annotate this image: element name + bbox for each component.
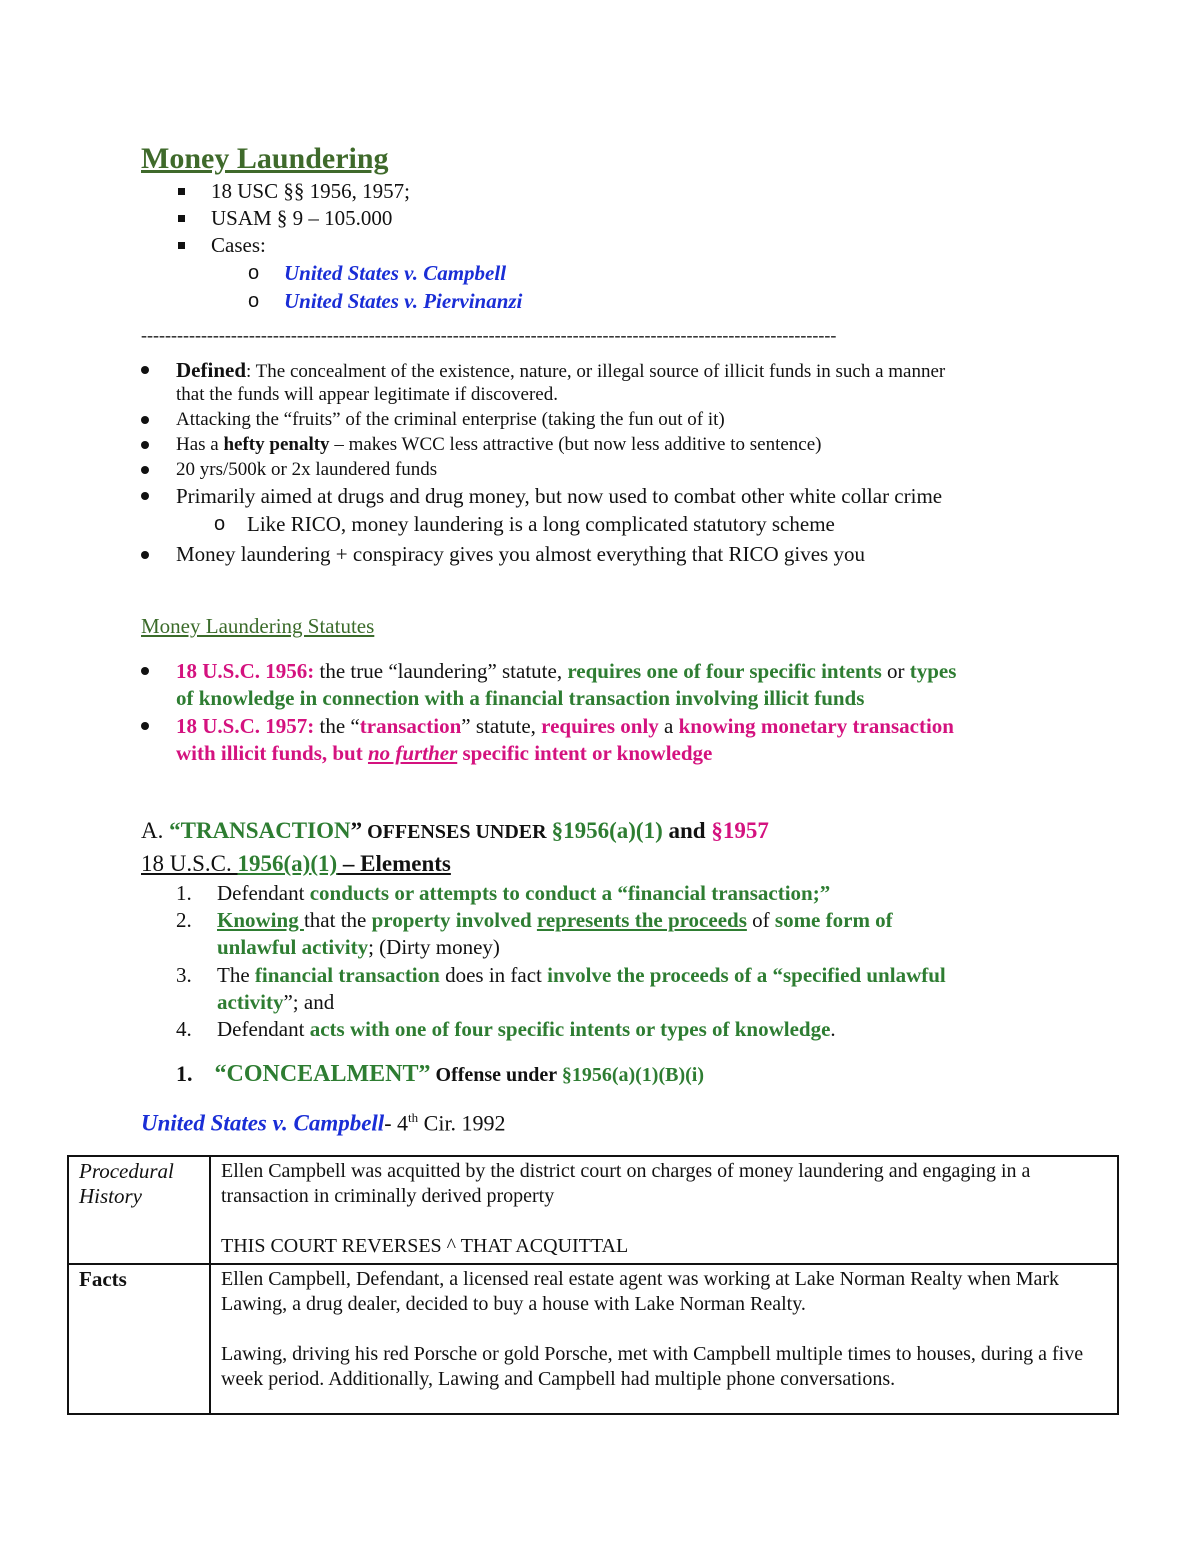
- element-number: 3.: [176, 963, 192, 987]
- divider-line: --------------------------------------------------------------------------------------------------------------------: [141, 325, 837, 345]
- bullet-primarily: Primarily aimed at drugs and drug money, but now used to combat other white collar crime: [176, 484, 943, 508]
- bullet-icon: [141, 722, 149, 730]
- statute-1956-line2: of knowledge in connection with a financial transaction involving illicit funds: [176, 686, 865, 710]
- bullet-icon: [141, 466, 149, 474]
- bullet-icon: [141, 492, 149, 500]
- case-brief-table: [67, 1155, 1119, 1415]
- statute-1957-line2: with illicit funds, but no further specific intent or knowledge: [176, 741, 713, 765]
- table-row: [68, 1264, 1118, 1414]
- element-line: Defendant conducts or attempts to conduct a “financial transaction;”: [217, 881, 831, 905]
- page-title: Money Laundering: [141, 142, 389, 175]
- ref-item: USAM § 9 – 105.000: [211, 206, 393, 230]
- row-label: Facts: [68, 1264, 210, 1414]
- circle-bullet-icon: o: [214, 513, 226, 535]
- element-line: The financial transaction does in fact involve the proceeds of a “specified unlawful: [217, 963, 946, 987]
- table-row: [68, 1156, 1118, 1264]
- bullet-attacking: Attacking the “fruits” of the criminal enterprise (taking the fun out of it): [176, 409, 725, 430]
- circle-bullet-icon: o: [248, 290, 260, 312]
- ref-item: 18 USC §§ 1956, 1957;: [211, 179, 410, 203]
- bullet-icon: [141, 416, 149, 424]
- bullet-icon: [141, 551, 149, 559]
- element-number: 1.: [176, 881, 192, 905]
- square-bullet-icon: [178, 215, 185, 222]
- elements-heading: 18 U.S.C. 1956(a)(1) – Elements: [141, 851, 451, 876]
- section-a-heading: A. “TRANSACTION” OFFENSES UNDER §1956(a)(1) and §1957: [141, 818, 769, 843]
- element-number: 2.: [176, 908, 192, 932]
- case-heading: United States v. Campbell- 4th Cir. 1992: [141, 1110, 506, 1136]
- bullet-icon: [141, 366, 149, 374]
- defined-line-2: that the funds will appear legitimate if discovered.: [176, 384, 558, 405]
- bullet-penalty: 20 yrs/500k or 2x laundered funds: [176, 459, 438, 480]
- square-bullet-icon: [178, 242, 185, 249]
- statute-1957: 18 U.S.C. 1957: the “transaction” statute, requires only a knowing monetary transaction: [176, 714, 954, 738]
- ref-item: Cases:: [211, 233, 266, 257]
- case-link[interactable]: United States v. Campbell: [284, 261, 507, 285]
- bullet-icon: [141, 667, 149, 675]
- row-content: [210, 1156, 1118, 1264]
- element-line: activity”; and: [217, 990, 335, 1014]
- element-line: Defendant acts with one of four specific intents or types of knowledge.: [217, 1017, 836, 1041]
- cell-paragraph: Ellen Campbell was acquitted by the district court on charges of money laundering and engaging in a transaction in criminally derived property: [221, 1160, 1031, 1207]
- case-title-link[interactable]: United States v. Campbell: [141, 1110, 385, 1136]
- row-content: [210, 1264, 1118, 1414]
- case-link[interactable]: United States v. Piervinanzi: [284, 289, 523, 313]
- defined-line: Defined: The concealment of the existence, nature, or illegal source of illicit funds in such a manner: [176, 358, 946, 382]
- bullet-hefty: Has a hefty penalty – makes WCC less attractive (but now less additive to sentence): [176, 434, 822, 455]
- cell-paragraph: THIS COURT REVERSES ^ THAT ACQUITTAL: [221, 1235, 629, 1257]
- sub-bullet-rico: Like RICO, money laundering is a long complicated statutory scheme: [247, 512, 835, 536]
- row-label: Procedural History: [68, 1156, 210, 1264]
- bullet-conspiracy: Money laundering + conspiracy gives you almost everything that RICO gives you: [176, 542, 865, 566]
- circle-bullet-icon: o: [248, 262, 260, 284]
- cell-paragraph: Ellen Campbell, Defendant, a licensed real estate agent was working at Lake Norman Realty when Mark Lawing, a drug dealer, decided to buy a house with Lake Norman Realty.: [221, 1268, 1060, 1315]
- concealment-heading: 1. “CONCEALMENT” Offense under §1956(a)(1)(B)(i): [176, 1061, 705, 1087]
- element-line: Knowing that the property involved represents the proceeds of some form of: [217, 908, 893, 932]
- square-bullet-icon: [178, 188, 185, 195]
- bullet-icon: [141, 441, 149, 449]
- statute-1956: 18 U.S.C. 1956: the true “laundering” statute, requires one of four specific intents or types: [176, 659, 957, 683]
- cell-paragraph: Lawing, driving his red Porsche or gold Porsche, met with Campbell multiple times to houses, during a five week period. Additionally, Lawing and Campbell had multiple phone conversations.: [221, 1343, 1084, 1390]
- statutes-heading: Money Laundering Statutes: [141, 614, 375, 638]
- element-number: 4.: [176, 1017, 192, 1041]
- element-line: unlawful activity; (Dirty money): [217, 935, 500, 959]
